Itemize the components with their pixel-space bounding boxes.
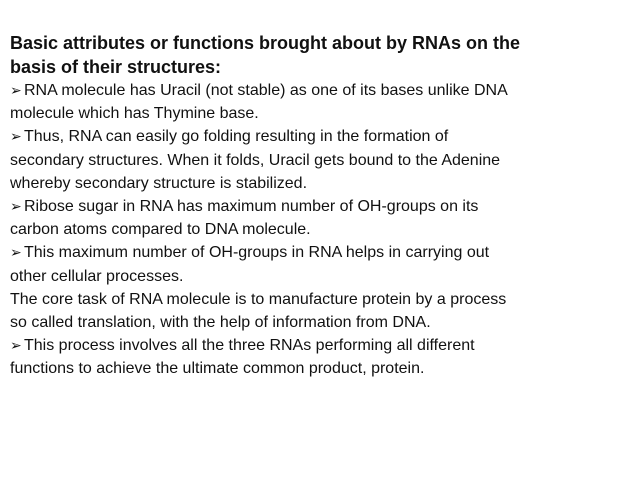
body-line-text: molecule which has Thymine base. — [10, 105, 259, 123]
body-line — [10, 149, 630, 172]
body-line — [10, 311, 630, 334]
arrow-bullet-icon: ➢ — [10, 82, 22, 98]
body-line-text: This process involves all the three RNAs performing all different — [24, 337, 475, 355]
body-line-text: carbon atoms compared to DNA molecule. — [10, 221, 311, 239]
arrow-bullet-icon: ➢ — [10, 337, 22, 354]
body-line — [10, 357, 630, 380]
body-line — [10, 241, 630, 264]
slide-title — [10, 31, 630, 79]
body-line-text: secondary structures. When it folds, Uracil gets bound to the Adenine — [10, 151, 501, 169]
body-line-text: whereby secondary structure is stabilized. — [10, 174, 308, 192]
body-line-text: functions to achieve the ultimate common product, protein. — [10, 360, 425, 378]
body-line — [10, 218, 630, 241]
title-line: Basic attributes or functions brought about by RNAs on the — [10, 33, 521, 53]
slide-content — [10, 31, 630, 381]
body-line — [10, 334, 630, 357]
body-line-text: This maximum number of OH-groups in RNA helps in carrying out — [24, 244, 490, 262]
title-line: basis of their structures: — [10, 57, 222, 77]
body-line — [10, 172, 630, 195]
body-line — [10, 195, 630, 218]
body-line-text: Thus, RNA can easily go folding resulting in the formation of — [24, 128, 449, 146]
slide-body — [10, 79, 630, 381]
body-line-text: other cellular processes. — [10, 267, 184, 285]
body-line — [10, 125, 630, 148]
body-line-text: RNA molecule has Uracil (not stable) as one of its bases unlike DNA — [24, 82, 508, 99]
body-line — [10, 265, 630, 288]
body-line — [10, 102, 630, 125]
body-line-text: The core task of RNA molecule is to manufacture protein by a process — [10, 290, 507, 308]
body-line-text: Ribose sugar in RNA has maximum number of OH-groups on its — [24, 198, 479, 216]
arrow-bullet-icon: ➢ — [10, 128, 22, 145]
body-line-text: so called translation, with the help of information from DNA. — [10, 314, 431, 332]
body-line — [10, 79, 630, 102]
arrow-bullet-icon: ➢ — [10, 198, 22, 215]
body-line — [10, 288, 630, 311]
arrow-bullet-icon: ➢ — [10, 244, 22, 261]
